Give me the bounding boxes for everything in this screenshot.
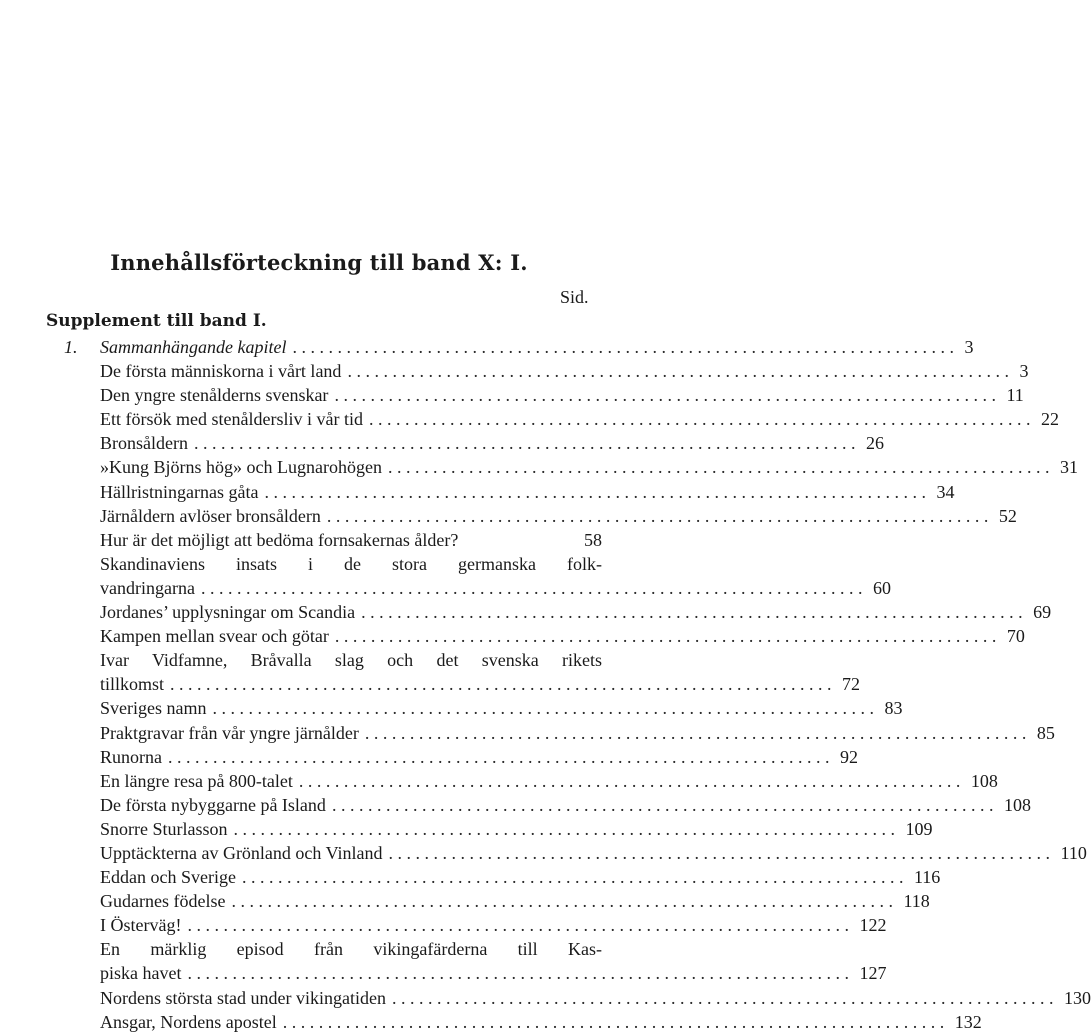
section-heading: Supplement till band I. [46,311,267,331]
toc-entry-page: 3 [964,337,974,357]
toc-entry-title-line2: vandringarna [100,577,195,598]
toc-entry [64,504,1017,528]
toc-entry-title-line1: Ivar Vidfamne, Bråvalla slag och det svenska rikets [100,650,602,671]
toc-entry-title: Sammanhängande kapitel [100,337,287,357]
toc-entry [64,431,884,455]
toc-entry [64,455,1078,479]
toc-entry [64,841,1087,865]
toc-entry-page: 11 [1006,385,1024,406]
toc-entry-title: De första nybyggarne på Island [100,794,326,815]
toc-entry-title: De första människorna i vårt land [100,361,342,382]
dot-leader: .......................................................................... [241,867,908,888]
toc-entry-title: Hur är det möjligt att bedöma fornsakernas ålder? [100,529,459,550]
toc-entry-page: 26 [865,433,884,454]
toc-entry-page: 130 [1063,987,1091,1008]
toc-entry [64,407,1059,431]
toc-entry-page: 118 [903,891,930,912]
toc-entry-title: Hällristningarnas gåta [100,481,259,502]
toc-entry [64,600,1052,624]
toc-entry-page: 92 [840,746,858,767]
dot-leader: .......................................................................... [231,891,898,912]
toc-entry [64,817,933,841]
toc-entry-title: Nordens största stad under vikingatiden [100,987,386,1008]
toc-entry-title: »Kung Björns hög» och Lugnarohögen [100,457,382,478]
dot-leader: .......................................................................... [326,505,993,526]
toc-entry [64,745,858,769]
toc-entry-page: 110 [1060,842,1087,863]
toc-entry [64,986,1091,1010]
toc-entry [64,335,974,359]
dot-leader: .......................................................................... [264,481,931,502]
toc-entry-title: Järnåldern avlöser bronsåldern [100,505,321,526]
dot-leader: .......................................................................... [292,337,959,357]
dot-leader: .......................................................................... [168,746,834,767]
toc-entry-title: Kampen mellan svear och götar [100,626,329,647]
toc-entry-title: Eddan och Sverige [100,867,236,888]
toc-entry-title: Ansgar, Nordens apostel [100,1011,277,1032]
toc-entry-page: 85 [1036,722,1055,743]
dot-leader: .......................................................................... [388,842,1055,863]
toc-entry-title: Jordanes’ upplysningar om Scandia [100,602,356,623]
dot-leader: .......................................................................... [298,770,965,791]
dot-leader: .......................................................................... [347,361,1014,382]
dot-leader: .......................................................................... [364,722,1031,743]
dot-leader: .......................................................................... [187,963,854,984]
toc-entry [64,913,887,937]
dot-leader: .......................................................................... [334,385,1001,406]
toc-entry-page: 122 [859,915,887,936]
toc-entry-title-line1: Skandinaviens insats i de stora germanska folk- [100,553,602,574]
page-title: Innehållsförteckning till band X: I. [110,250,528,275]
toc-entry-page: 108 [970,770,998,791]
dot-leader: .......................................................................... [331,794,998,815]
dot-leader: .......................................................................... [170,674,837,695]
toc-entry-title: Den yngre stenålderns svenskar [100,385,329,406]
toc-entry-title: Upptäckterna av Grönland och Vinland [100,842,383,863]
dot-leader: .......................................................................... [334,626,1001,647]
toc-entry-page: 70 [1006,626,1025,647]
toc-entry-title: I Österväg! [100,915,182,936]
toc-entry [64,528,602,552]
toc-entry [64,937,887,985]
dot-leader: .......................................................................... [368,409,1035,430]
toc-entry-title: En längre resa på 800-talet [100,770,293,791]
toc-entry [64,793,1031,817]
toc-entry-page: 132 [954,1011,982,1032]
toc-entry [64,889,930,913]
toc-entry [64,624,1025,648]
toc-entry-page: 22 [1040,409,1059,430]
chapter-number: 1. [64,337,78,357]
dot-leader: .......................................................................... [282,1011,949,1032]
dot-leader: .......................................................................... [187,915,854,936]
toc-entry [64,359,1029,383]
toc-entry [64,769,998,793]
toc-entry-title-line2: tillkomst [100,674,165,695]
toc-entry-title-line1: En märklig episod från vikingafärderna till Kas- [100,939,602,960]
toc-entry-title: Bronsåldern [100,433,188,454]
toc-entry-title-line2: piska havet [100,963,182,984]
dot-leader: .......................................................................... [391,987,1058,1008]
dot-leader: .......................................................................... [387,457,1054,478]
toc-entry-page: 69 [1033,602,1052,623]
toc-entry-page: 109 [905,818,933,839]
toc-entry-page: 31 [1059,457,1078,478]
toc-entry-page: 108 [1003,794,1031,815]
page-column-header: Sid. [560,287,589,307]
toc-entry-title: Runorna [100,746,162,767]
toc-entry-page: 52 [998,505,1017,526]
toc-list [64,335,1091,1034]
toc-entry-page: 3 [1019,361,1029,382]
toc-entry-page: 72 [842,674,861,695]
toc-entry [64,865,941,889]
toc-entry-title: Snorre Sturlasson [100,818,228,839]
toc-entry [64,480,955,504]
toc-entry-page: 34 [936,481,955,502]
toc-entry-title: Ett försök med stenåldersliv i vår tid [100,409,363,430]
toc-entry [64,696,903,720]
dot-leader: .......................................................................... [233,818,900,839]
dot-leader: .......................................................................... [361,602,1028,623]
toc-entry [64,648,861,696]
dot-leader: .......................................................................... [212,698,879,719]
toc-entry-title: Sveriges namn [100,698,207,719]
toc-entry [64,721,1055,745]
toc-entry [64,383,1024,407]
toc-entry [64,552,891,600]
toc-entry-page: 116 [913,867,941,888]
dot-leader: .......................................................................... [200,577,867,598]
toc-entry-page: 127 [859,963,887,984]
toc-entry-title: Gudarnes födelse [100,891,226,912]
toc-entry [64,1010,982,1034]
toc-entry-page: 83 [884,698,903,719]
dot-leader: .......................................................................... [193,433,860,454]
toc-entry-page: 60 [872,577,891,598]
toc-entry-title: Praktgravar från vår yngre järnålder [100,722,359,743]
toc-entry-page: 58 [584,529,602,550]
